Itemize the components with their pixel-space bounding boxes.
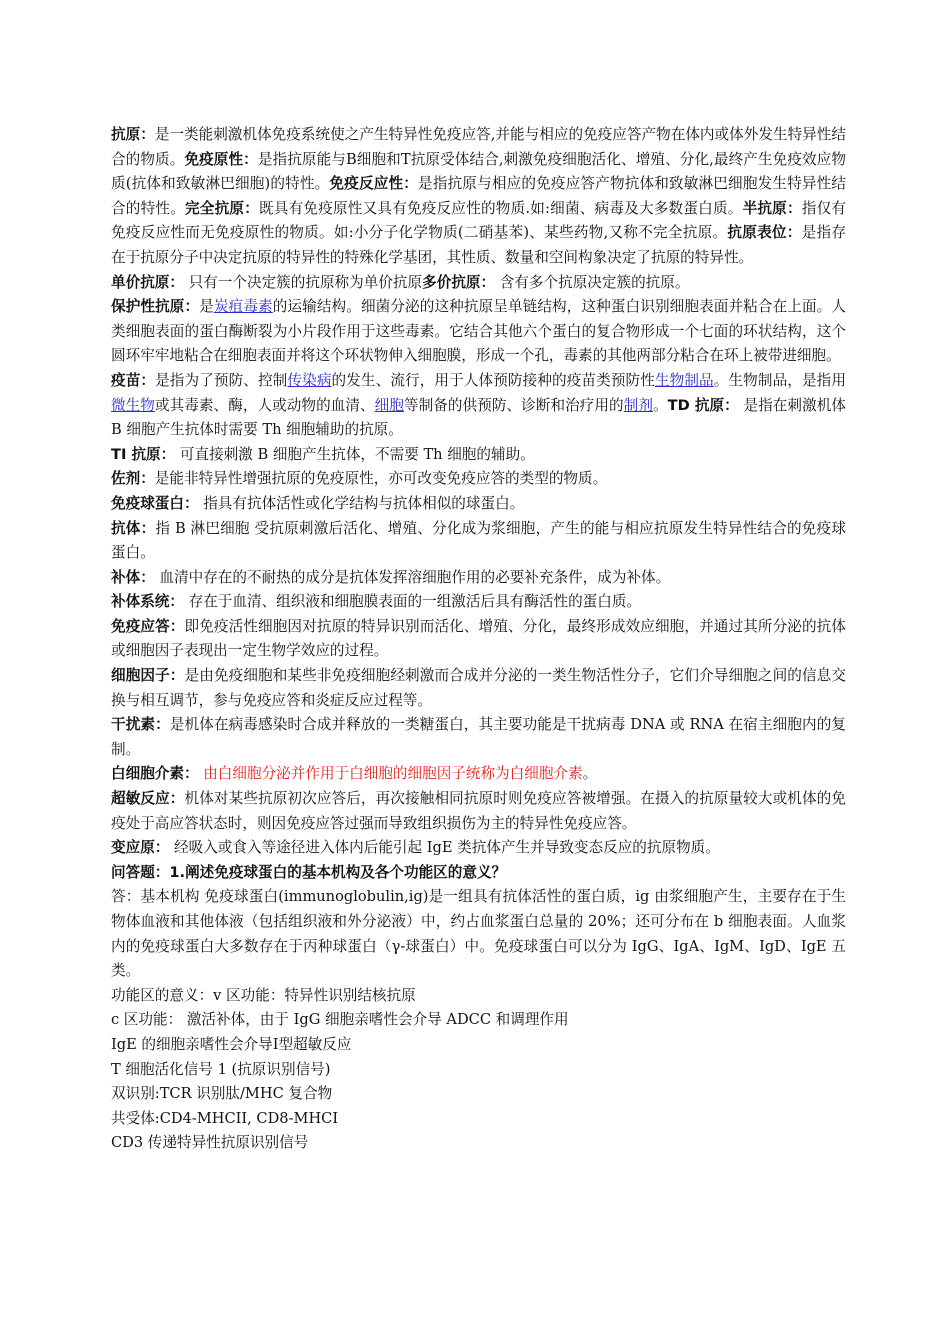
- highlighted-text: 由白细胞分泌并作用于白细胞的细胞因子统称为白细胞介素: [198, 765, 583, 783]
- body-text: 即免疫活性细胞因对抗原的特异识别而活化、增殖、分化，最终形成效应细胞，并通过其所分泌的抗体或细胞因子表现出一定生物学效应的过程。: [111, 617, 846, 660]
- paragraph: [111, 615, 846, 664]
- body-text: 是一类能刺激机体免疫系统使之产生特异性免疫应答,并能与相应的免疫应答产物在体内或体外发生特异性结合的物质。: [111, 126, 846, 168]
- term-label: TD 抗原：: [667, 396, 739, 414]
- body-text: IgE 的细胞亲嗜性会介导Ⅰ型超敏反应: [111, 1035, 352, 1053]
- paragraph: [111, 517, 846, 566]
- body-text: 是: [199, 298, 214, 316]
- term-label: 干扰素：: [111, 716, 170, 734]
- term-label: 抗原：: [111, 126, 155, 143]
- body-text: 是由免疫细胞和某些非免疫细胞经刺激而合成并分泌的一类生物活性分子，它们介导细胞之间的信息交换与相互调节，参与免疫应答和炎症反应过程等。: [111, 667, 846, 709]
- term-label: 白细胞介素：: [111, 765, 199, 783]
- body-text: 功能区的意义：v 区功能：特异性识别结核抗原: [111, 986, 416, 1004]
- term-label: 问答题：1.阐述免疫球蛋白的基本机构及各个功能区的意义？: [111, 863, 507, 881]
- term-label: 抗体：: [111, 519, 156, 537]
- term-label: 抗原表位：: [727, 224, 802, 242]
- term-label: 免疫应答：: [111, 617, 185, 635]
- term-label: 免疫反应性：: [329, 175, 419, 193]
- term-label: 佐剂：: [111, 470, 155, 488]
- paragraph: [111, 762, 846, 787]
- body-text: 存在于血清、组织液和细胞膜表面的一组激活后具有酶活性的蛋白质。: [183, 593, 642, 611]
- hyperlink[interactable]: 炭疽毒素: [213, 298, 273, 316]
- paragraph: [111, 590, 846, 615]
- paragraph: [111, 467, 846, 492]
- body-text: 只有一个决定簇的抗原称为单价抗原: [183, 273, 423, 291]
- body-text: CD3 传递特异性抗原识别信号: [111, 1134, 309, 1152]
- term-label: 免疫原性：: [184, 150, 258, 168]
- paragraph: [111, 123, 846, 271]
- body-text: 等制备的供预防、诊断和治疗用的: [403, 396, 624, 414]
- paragraph: [111, 1131, 846, 1156]
- body-text: 是指抗原能与B细胞和T抗原受体结合,刺激免疫细胞活化、增殖、分化,最终产生免疫效应物质(抗体和致敏淋巴细胞)的特性。: [111, 150, 846, 193]
- paragraph: [111, 566, 846, 591]
- term-label: 变应原：: [111, 839, 170, 857]
- body-text: 指仅有免疫反应性而无免疫原性的物质。如:小分子化学物质(二硝基苯)、某些药物,又称不完全抗原。: [111, 199, 846, 242]
- paragraph: [111, 1033, 846, 1058]
- paragraph: [111, 1082, 846, 1107]
- body-text: 是机体在病毒感染时合成并释放的一类糖蛋白，其主要功能是干扰病毒 DNA 或 RNA 在宿主细胞内的复制。: [111, 716, 846, 758]
- term-label: 半抗原：: [742, 199, 802, 217]
- term-label: 补体：: [111, 568, 155, 586]
- body-text: 。: [582, 765, 598, 783]
- term-label: 疫苗：: [111, 371, 156, 389]
- term-label: 超敏反应：: [111, 790, 185, 808]
- body-text: 答：基本机构 免疫球蛋白(immunoglobulin,ig)是一组具有抗体活性的蛋白质，ig 由浆细胞产生，主要存在于生物体血液和其他体液（包括组织液和外分泌液）中，约占血浆蛋白总量的 20%；还可分布在 b 细胞表面。人血浆内的免疫球蛋白大多数存在于丙种球蛋白（γ-球蛋白）中。免疫球蛋白可以分为 IgG、IgA、IgM、IgD、IgE 五类。: [111, 888, 846, 980]
- body-text: 可直接刺激 B 细胞产生抗体，不需要 Th 细胞的辅助。: [175, 445, 535, 463]
- body-text: 是指为了预防、控制: [155, 371, 288, 389]
- body-text: T 细胞活化信号 1 (抗原识别信号): [111, 1060, 331, 1078]
- body-text: 机体对某些抗原初次应答后，再次接触相同抗原时则免疫应答被增强。在摄入的抗原量较大或机体的免疫处于高应答状态时，则因免疫应答过强而导致组织损伤为主的特异性免疫应答。: [111, 790, 846, 832]
- paragraph: [111, 1058, 846, 1083]
- body-text: 的发生、流行，用于人体预防接种的疫苗类预防性: [331, 371, 655, 389]
- body-text: 共受体:CD4-MHCII, CD8-MHCI: [111, 1109, 339, 1127]
- paragraph: [111, 1008, 846, 1033]
- term-label: 多价抗原：: [422, 273, 496, 291]
- document-body: [111, 123, 846, 1156]
- term-label: 单价抗原：: [111, 273, 184, 291]
- paragraph: [111, 1107, 846, 1132]
- paragraph: [111, 787, 846, 836]
- paragraph: [111, 295, 846, 369]
- paragraph: [111, 443, 846, 468]
- body-text: 是指存在于抗原分子中决定抗原的特异性的特殊化学基团，其性质、数量和空间构象决定了抗原的特异性。: [111, 224, 846, 266]
- paragraph: [111, 713, 846, 762]
- body-text: 指具有抗体活性或化学结构与抗体相似的球蛋白。: [198, 494, 525, 512]
- body-text: 含有多个抗原决定簇的抗原。: [495, 273, 690, 291]
- paragraph: [111, 271, 846, 296]
- body-text: 的运输结构。细菌分泌的这种抗原呈单链结构，这种蛋白识别细胞表面并粘合在上面。人类细胞表面的蛋白酶断裂为小片段作用于这些毒素。它结合其他六个蛋白的复合物形成一个七面的环状结构，这个圆环牢牢地粘合在细胞表面并将这个环状物伸入细胞膜，形成一个孔，毒素的其他两部分粘合在环上被带进细胞。: [111, 298, 846, 365]
- body-text: 双识别:TCR 识别肽/MHC 复合物: [111, 1085, 333, 1103]
- paragraph: [111, 885, 846, 983]
- body-text: 。生物制品，是指用: [713, 371, 846, 389]
- paragraph: [111, 369, 846, 443]
- paragraph: [111, 861, 846, 886]
- paragraph: [111, 984, 846, 1009]
- body-text: 是指在刺激机体 B 细胞产生抗体时需要 Th 细胞辅助的抗原。: [111, 396, 846, 439]
- body-text: 是指抗原与相应的免疫应答产物抗体和致敏淋巴细胞发生特异性结合的特性。: [111, 175, 846, 217]
- body-text: 。: [652, 396, 668, 414]
- body-text: 是能非特异性增强抗原的免疫原性，亦可改变免疫应答的类型的物质。: [154, 470, 608, 488]
- term-label: 保护性抗原：: [111, 298, 200, 316]
- hyperlink[interactable]: 微生物: [111, 396, 155, 414]
- body-text: 或其毒素、酶，人或动物的血清、: [154, 396, 375, 414]
- paragraph: [111, 664, 846, 713]
- paragraph: [111, 492, 846, 517]
- term-label: 免疫球蛋白：: [111, 494, 199, 512]
- term-label: 细胞因子：: [111, 667, 185, 685]
- body-text: 指 B 淋巴细胞 受抗原刺激后活化、增殖、分化成为浆细胞，产生的能与相应抗原发生特异性结合的免疫球蛋白。: [111, 519, 846, 562]
- hyperlink[interactable]: 生物制品: [654, 371, 714, 389]
- body-text: 血清中存在的不耐热的成分是抗体发挥溶细胞作用的必要补充条件，成为补体。: [154, 568, 671, 586]
- hyperlink[interactable]: 制剂: [623, 396, 653, 414]
- term-label: TI 抗原：: [111, 445, 176, 463]
- hyperlink[interactable]: 细胞: [374, 396, 404, 414]
- body-text: c 区功能： 激活补体，由于 IgG 细胞亲嗜性会介导 ADCC 和调理作用: [111, 1011, 569, 1029]
- paragraph: [111, 836, 846, 861]
- term-label: 完全抗原：: [185, 199, 259, 217]
- body-text: 经吸入或食入等途径进入体内后能引起 IgE 类抗体产生并导致变态反应的抗原物质。: [169, 839, 720, 857]
- hyperlink[interactable]: 传染病: [287, 371, 332, 389]
- body-text: 既具有免疫原性又具有免疫反应性的物质.如:细菌、病毒及大多数蛋白质。: [259, 199, 743, 217]
- term-label: 补体系统：: [111, 593, 184, 611]
